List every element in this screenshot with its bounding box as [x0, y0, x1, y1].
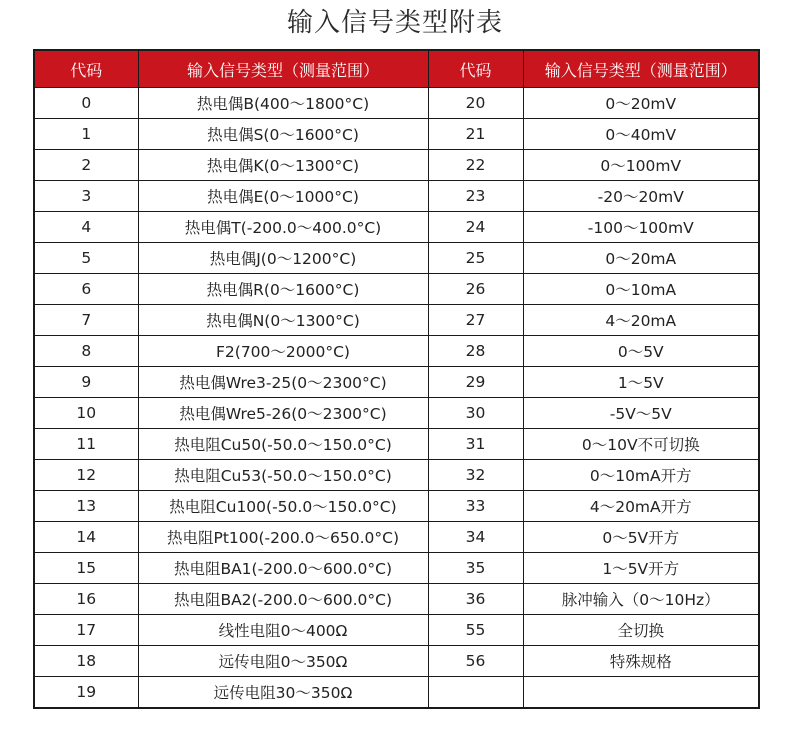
header-code-left: 代码 — [34, 50, 138, 88]
type-right-cell: 0～5V — [523, 336, 759, 367]
type-right-cell: 1～5V — [523, 367, 759, 398]
type-left-cell: 热电偶B(400～1800°C) — [138, 88, 428, 119]
table-row — [34, 398, 759, 429]
table-row — [34, 553, 759, 584]
type-left-cell: F2(700～2000°C) — [138, 336, 428, 367]
code-right-cell: 24 — [428, 212, 523, 243]
table-row — [34, 305, 759, 336]
type-left-cell: 热电偶Wre5-26(0～2300°C) — [138, 398, 428, 429]
type-left-cell: 热电偶E(0～1000°C) — [138, 181, 428, 212]
type-left-cell: 热电偶R(0～1600°C) — [138, 274, 428, 305]
table-header-row — [34, 50, 759, 88]
code-right-cell: 30 — [428, 398, 523, 429]
code-left-cell: 12 — [34, 460, 138, 491]
table-row — [34, 429, 759, 460]
type-right-cell: 0～10mA开方 — [523, 460, 759, 491]
type-right-cell: 0～20mA — [523, 243, 759, 274]
code-left-cell: 3 — [34, 181, 138, 212]
type-right-cell — [523, 677, 759, 709]
code-left-cell: 6 — [34, 274, 138, 305]
code-right-cell: 32 — [428, 460, 523, 491]
code-left-cell: 19 — [34, 677, 138, 709]
type-right-cell: 0～5V开方 — [523, 522, 759, 553]
code-right-cell: 27 — [428, 305, 523, 336]
header-type-left: 输入信号类型（测量范围） — [138, 50, 428, 88]
code-right-cell: 35 — [428, 553, 523, 584]
code-left-cell: 0 — [34, 88, 138, 119]
page-title: 输入信号类型附表 — [286, 8, 503, 38]
header-type-right: 输入信号类型（测量范围） — [523, 50, 759, 88]
type-right-cell: 1～5V开方 — [523, 553, 759, 584]
type-right-cell: 特殊规格 — [523, 646, 759, 677]
type-right-cell: 0～40mV — [523, 119, 759, 150]
table-row — [34, 646, 759, 677]
code-left-cell: 15 — [34, 553, 138, 584]
table-row — [34, 491, 759, 522]
code-left-cell: 11 — [34, 429, 138, 460]
code-left-cell: 10 — [34, 398, 138, 429]
table-row — [34, 212, 759, 243]
code-left-cell: 18 — [34, 646, 138, 677]
type-left-cell: 热电阻Cu50(-50.0～150.0°C) — [138, 429, 428, 460]
type-left-cell: 远传电阻30～350Ω — [138, 677, 428, 709]
table-row — [34, 274, 759, 305]
type-left-cell: 热电阻BA1(-200.0～600.0°C) — [138, 553, 428, 584]
type-left-cell: 热电偶J(0～1200°C) — [138, 243, 428, 274]
type-left-cell: 线性电阻0～400Ω — [138, 615, 428, 646]
type-right-cell: -5V～5V — [523, 398, 759, 429]
code-right-cell: 55 — [428, 615, 523, 646]
table-row — [34, 367, 759, 398]
type-right-cell: 全切换 — [523, 615, 759, 646]
code-left-cell: 14 — [34, 522, 138, 553]
code-right-cell: 33 — [428, 491, 523, 522]
code-right-cell: 23 — [428, 181, 523, 212]
type-right-cell: 0～10V不可切换 — [523, 429, 759, 460]
type-right-cell: -20～20mV — [523, 181, 759, 212]
code-left-cell: 7 — [34, 305, 138, 336]
code-right-cell — [428, 677, 523, 709]
type-right-cell: 0～100mV — [523, 150, 759, 181]
type-left-cell: 热电偶N(0～1300°C) — [138, 305, 428, 336]
type-left-cell: 热电阻Pt100(-200.0～650.0°C) — [138, 522, 428, 553]
code-left-cell: 5 — [34, 243, 138, 274]
code-right-cell: 28 — [428, 336, 523, 367]
code-left-cell: 4 — [34, 212, 138, 243]
table-row — [34, 181, 759, 212]
code-left-cell: 8 — [34, 336, 138, 367]
type-left-cell: 热电阻Cu53(-50.0～150.0°C) — [138, 460, 428, 491]
code-left-cell: 9 — [34, 367, 138, 398]
type-left-cell: 热电阻BA2(-200.0～600.0°C) — [138, 584, 428, 615]
code-left-cell: 16 — [34, 584, 138, 615]
code-right-cell: 34 — [428, 522, 523, 553]
code-left-cell: 2 — [34, 150, 138, 181]
table-row — [34, 150, 759, 181]
code-left-cell: 13 — [34, 491, 138, 522]
code-right-cell: 26 — [428, 274, 523, 305]
code-right-cell: 36 — [428, 584, 523, 615]
type-left-cell: 远传电阻0～350Ω — [138, 646, 428, 677]
type-left-cell: 热电偶K(0～1300°C) — [138, 150, 428, 181]
type-right-cell: 4～20mA — [523, 305, 759, 336]
table-row — [34, 88, 759, 119]
type-left-cell: 热电阻Cu100(-50.0～150.0°C) — [138, 491, 428, 522]
table-row — [34, 336, 759, 367]
table-row — [34, 615, 759, 646]
code-right-cell: 29 — [428, 367, 523, 398]
code-right-cell: 31 — [428, 429, 523, 460]
type-right-cell: -100～100mV — [523, 212, 759, 243]
code-left-cell: 1 — [34, 119, 138, 150]
table-row — [34, 584, 759, 615]
table-row — [34, 243, 759, 274]
type-right-cell: 4～20mA开方 — [523, 491, 759, 522]
table-row — [34, 119, 759, 150]
signal-type-table — [33, 49, 760, 709]
type-right-cell: 0～20mV — [523, 88, 759, 119]
table-row — [34, 522, 759, 553]
code-left-cell: 17 — [34, 615, 138, 646]
type-left-cell: 热电偶T(-200.0～400.0°C) — [138, 212, 428, 243]
code-right-cell: 20 — [428, 88, 523, 119]
code-right-cell: 22 — [428, 150, 523, 181]
table-row — [34, 460, 759, 491]
table-row — [34, 677, 759, 709]
type-right-cell: 脉冲输入（0～10Hz） — [523, 584, 759, 615]
header-code-right: 代码 — [428, 50, 523, 88]
code-right-cell: 25 — [428, 243, 523, 274]
type-left-cell: 热电偶Wre3-25(0～2300°C) — [138, 367, 428, 398]
code-right-cell: 56 — [428, 646, 523, 677]
code-right-cell: 21 — [428, 119, 523, 150]
type-right-cell: 0～10mA — [523, 274, 759, 305]
type-left-cell: 热电偶S(0～1600°C) — [138, 119, 428, 150]
